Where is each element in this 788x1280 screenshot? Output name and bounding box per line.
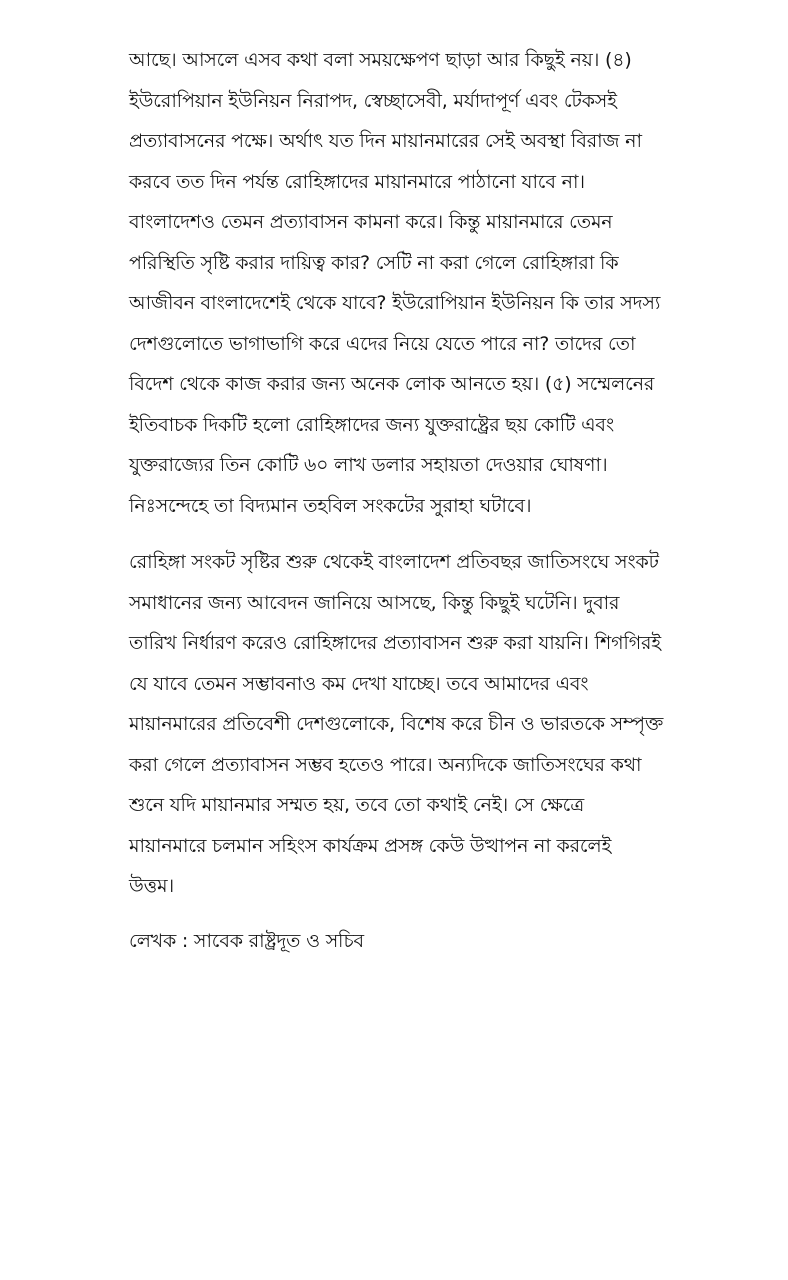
paragraph-2 — [129, 542, 729, 907]
text-line: করা গেলে প্রত্যাবাসন সম্ভব হতেও পারে। অন্যদিকে জাতিসংঘের কথা — [129, 753, 642, 776]
text-line: তারিখ নির্ধারণ করেও রোহিঙ্গাদের প্রত্যাবাসন শুরু করা যায়নি। শিগগিরই — [129, 632, 661, 654]
text-line: মায়ানমারের প্রতিবেশী দেশগুলোকে, বিশেষ করে চীন ও ভারতকে সম্পৃক্ত — [129, 713, 664, 735]
text-line: যুক্তরাজ্যের তিন কোটি ৬০ লাখ ডলার সহায়তা দেওয়ার ঘোষণা। — [129, 454, 608, 476]
text-line: নিঃসন্দেহে তা বিদ্যমান তহবিল সংকটের সুরাহা ঘটাবে। — [129, 494, 532, 517]
byline-text: লেখক : সাবেক রাষ্ট্রদূত ও সচিব — [129, 929, 364, 952]
text-line: ইউরোপিয়ান ইউনিয়ন নিরাপদ, স্বেচ্ছাসেবী, মর্যাদাপূর্ণ এবং টেকসই — [129, 89, 617, 112]
text-line: পরিস্থিতি সৃষ্টি করার দায়িত্ব কার? সেটি না করা গেলে রোহিঙ্গারা কি — [129, 251, 619, 274]
text-line: সমাধানের জন্য আবেদন জানিয়ে আসছে, কিন্তু কিছুই ঘটেনি। দুবার — [129, 591, 620, 614]
text-line: রোহিঙ্গা সংকট সৃষ্টির শুরু থেকেই বাংলাদেশ প্রতিবছর জাতিসংঘে সংকট — [129, 551, 659, 573]
text-line: বিদেশ থেকে কাজ করার জন্য অনেক লোক আনতে হয়। (৫) সম্মেলনের — [129, 373, 655, 395]
text-line: মায়ানমারে চলমান সহিংস কার্যক্রম প্রসঙ্গ কেউ উত্থাপন না করলেই — [129, 834, 612, 857]
text-line: আজীবন বাংলাদেশেই থেকে যাবে? ইউরোপিয়ান ইউনিয়ন কি তার সদস্য — [129, 292, 661, 314]
paragraph-1 — [129, 40, 729, 526]
byline-spacer — [129, 907, 729, 921]
text-line: যে যাবে তেমন সম্ভাবনাও কম দেখা যাচ্ছে। তবে আমাদের এবং — [129, 672, 589, 695]
text-line: উত্তম। — [129, 875, 174, 897]
text-line: করবে তত দিন পর্যন্ত রোহিঙ্গাদের মায়ানমারে পাঠানো যাবে না। — [129, 170, 585, 193]
text-line: প্রত্যাবাসনের পক্ষে। অর্থাৎ যত দিন মায়ানমারের সেই অবস্থা বিরাজ না — [129, 130, 642, 152]
paragraph-spacer — [129, 526, 729, 542]
text-line: শুনে যদি মায়ানমার সম্মত হয়, তবে তো কথাই নেই। সে ক্ষেত্রে — [129, 794, 585, 816]
author-byline — [129, 921, 729, 962]
text-line: ইতিবাচক দিকটি হলো রোহিঙ্গাদের জন্য যুক্তরাষ্ট্রের ছয় কোটি এবং — [129, 413, 614, 436]
text-line: দেশগুলোতে ভাগাভাগি করে এদের নিয়ে যেতে পারে না? তাদের তো — [129, 332, 636, 355]
text-line: বাংলাদেশও তেমন প্রত্যাবাসন কামনা করে। কিন্তু মায়ানমারে তেমন — [129, 211, 613, 233]
text-line: আছে। আসলে এসব কথা বলা সময়ক্ষেপণ ছাড়া আর কিছুই নয়। (৪) — [129, 49, 632, 71]
article-body — [129, 40, 729, 961]
